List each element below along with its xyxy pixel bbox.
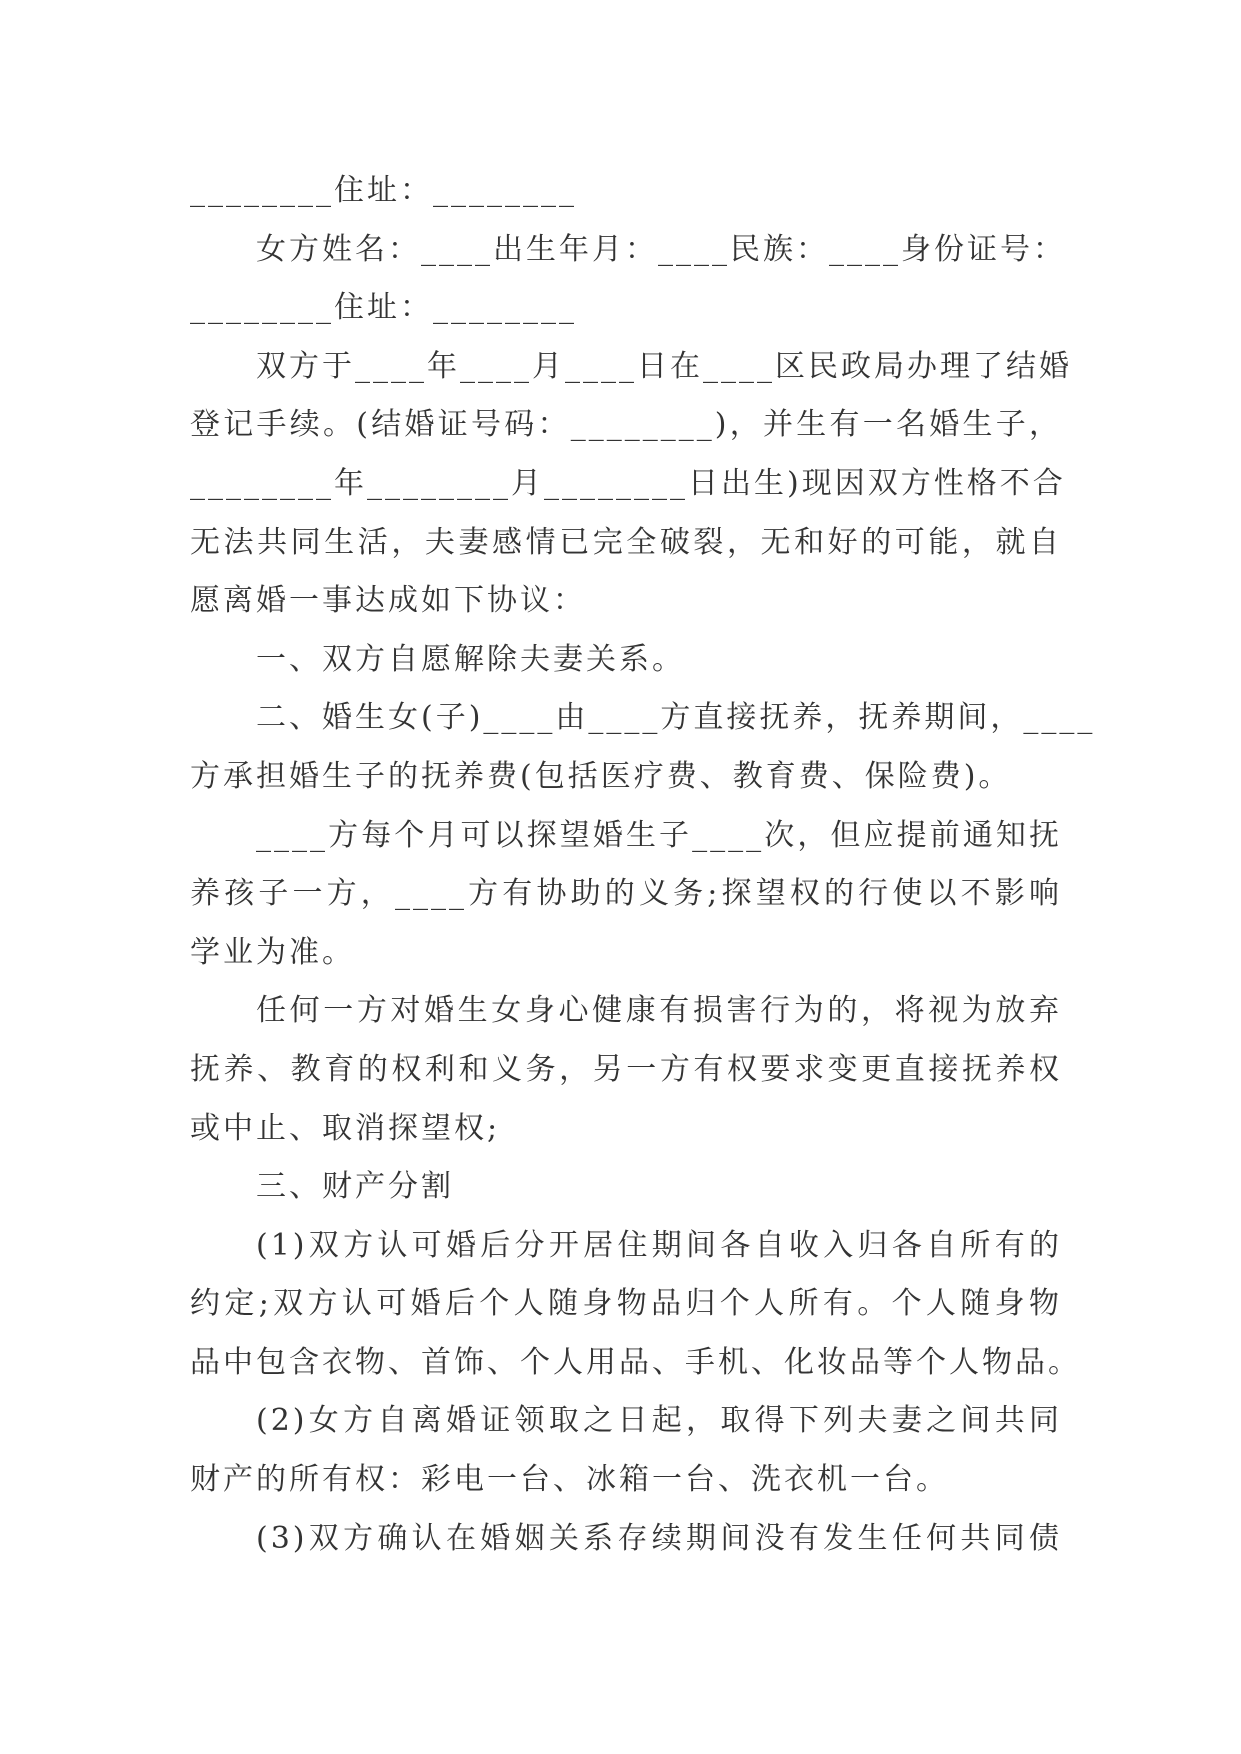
text-line: 养孩子一方，____方有协助的义务;探望权的行使以不影响 (190, 876, 1062, 912)
text-line: 任何一方对婚生女身心健康有损害行为的，将视为放弃 (256, 993, 1062, 1029)
text-line: 无法共同生活，夫妻感情已完全破裂，无和好的可能，就自 (190, 524, 1062, 560)
text-line: 学业为准。 (190, 934, 355, 970)
text-line: 一、双方自愿解除夫妻关系。 (256, 641, 685, 677)
text-line: 登记手续。(结婚证号码：________)，并生有一名婚生子， (190, 407, 1062, 443)
text-line: 或中止、取消探望权; (190, 1110, 501, 1146)
text-line: (1)双方认可婚后分开居住期间各自收入归各自所有的 (256, 1227, 1062, 1263)
text-line: ________住址：________ (190, 173, 577, 208)
text-line: ________年________月________日出生)现因双方性格不合 (190, 465, 1066, 501)
text-line: ________住址：________ (190, 290, 577, 326)
agreement-text (190, 162, 1096, 1568)
text-line: (3)双方确认在婚姻关系存续期间没有发生任何共同债 (256, 1520, 1062, 1556)
text-line: 品中包含衣物、首饰、个人用品、手机、化妆品等个人物品。 (190, 1344, 1081, 1380)
text-line: ____方每个月可以探望婚生子____次，但应提前通知抚 (256, 817, 1062, 853)
text-line: 二、婚生女(子)____由____方直接抚养，抚养期间，____ (256, 700, 1096, 736)
text-line: 双方于____年____月____日在____区民政局办理了结婚 (256, 348, 1072, 384)
text-line: 财产的所有权：彩电一台、冰箱一台、洗衣机一台。 (190, 1462, 949, 1498)
text-line: 约定;双方认可婚后个人随身物品归个人所有。个人随身物 (190, 1286, 1062, 1322)
text-line: 抚养、教育的权利和义务，另一方有权要求变更直接抚养权 (190, 1051, 1062, 1087)
text-line: (2)女方自离婚证领取之日起，取得下列夫妻之间共同 (256, 1403, 1062, 1439)
text-line: 三、财产分割 (256, 1169, 454, 1205)
text-line: 女方姓名：____出生年月：____民族：____身份证号： (256, 231, 1066, 267)
text-line: 愿离婚一事达成如下协议： (190, 583, 586, 619)
text-line: 方承担婚生子的抚养费(包括医疗费、教育费、保险费)。 (190, 758, 1012, 794)
